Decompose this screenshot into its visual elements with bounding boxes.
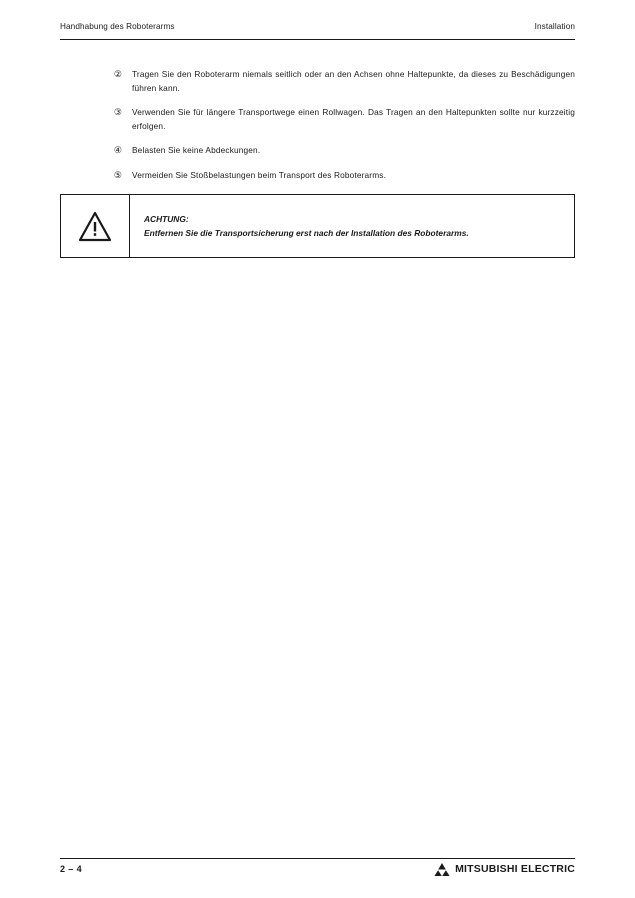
list-item-marker: ④ <box>113 145 122 155</box>
brand-name: MITSUBISHI ELECTRIC <box>455 863 575 875</box>
list-item-text: Tragen Sie den Roboterarm niemals seitlich oder an den Achsen ohne Haltepunkte, da dieses zu Beschädigungen führen kann. <box>132 69 575 93</box>
warning-icon-cell <box>61 211 129 242</box>
list-item <box>60 106 575 133</box>
list-item <box>60 68 575 95</box>
numbered-list <box>60 68 575 182</box>
warning-box <box>60 194 575 258</box>
header-left-title: Handhabung des Roboterarms <box>60 22 175 31</box>
page-number: 2 – 4 <box>60 864 83 874</box>
list-item-marker: ③ <box>113 107 122 117</box>
list-item-text: Verwenden Sie für längere Transportwege einen Rollwagen. Das Tragen an den Haltepunkten sollte nur kurzzeitig erfolgen. <box>132 107 575 131</box>
brand-block <box>434 862 575 876</box>
page-footer <box>60 862 575 876</box>
list-item-marker: ② <box>113 69 122 79</box>
list-item-marker: ⑤ <box>113 169 122 180</box>
header-divider <box>60 39 575 40</box>
header-right-title: Installation <box>534 22 575 31</box>
warning-text-block <box>130 213 481 240</box>
list-item <box>60 144 575 158</box>
mitsubishi-logo-icon <box>434 862 450 876</box>
warning-message: Entfernen Sie die Transportsicherung erst nach der Installation des Roboterarms. <box>144 227 469 238</box>
list-item-text: Belasten Sie keine Abdeckungen. <box>132 145 261 155</box>
page-header <box>60 22 575 31</box>
footer-divider <box>60 858 575 859</box>
warning-triangle-icon <box>78 211 112 242</box>
warning-title: ACHTUNG: <box>144 213 189 224</box>
main-content <box>60 68 575 193</box>
list-item <box>60 169 575 183</box>
list-item-text: Vermeiden Sie Stoßbelastungen beim Transport des Roboterarms. <box>132 169 387 180</box>
